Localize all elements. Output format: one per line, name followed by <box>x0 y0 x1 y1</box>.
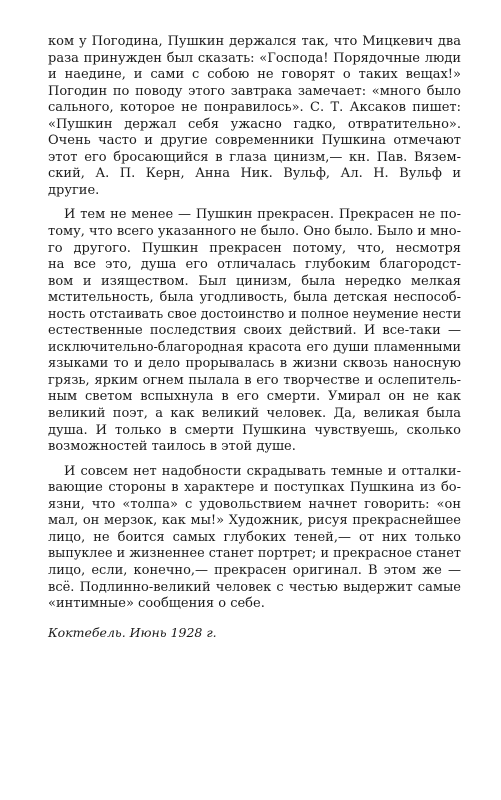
paragraph-3 <box>48 464 461 613</box>
text-line: великий поэт, а как великий человек. Да, великая была <box>48 406 461 422</box>
text-line: грязь, ярким огнем пылала в его творчестве и ослепитель- <box>48 372 461 388</box>
text-line: естественные последствия своих действий. И все-таки — <box>48 323 461 339</box>
text-line: Погодин по поводу этого завтрака замечает: «много было <box>48 83 461 99</box>
text-line: вом и изяществом. Был цинизм, была нередко мелкая <box>48 273 461 289</box>
text-line: «Пушкин держал себя ужасно гадко, отвратительно». <box>48 116 461 132</box>
text-line: и наедине, и сами с собою не говорят о таких вещах!» <box>48 67 461 83</box>
text-line: ным светом вспыхнула в его смерти. Умирал он не как <box>48 389 461 405</box>
text-line: всё. Подлинно-великий человек с честью выдержит самые <box>48 579 461 595</box>
text-line: го другого. Пушкин прекрасен потому, что, несмотря <box>48 240 461 256</box>
text-line: другие. <box>48 182 100 198</box>
text-line: возможностей таилось в этой душе. <box>48 439 296 455</box>
text-line: ком у Погодина, Пушкин держался так, что Мицкевич два <box>48 34 461 49</box>
text-line: ность отстаивать свое достоинство и полное неумение нести <box>48 306 462 322</box>
text-line: на все это, душа его отличалась глубоким благородст- <box>48 257 461 273</box>
text-line: раза принужден был сказать: «Господа! Порядочные люди <box>48 50 461 66</box>
text-line: «интимные» сообщения о себе. <box>48 596 265 612</box>
text-line: мал, он мерзок, как мы!» Художник, рисуя прекраснейшее <box>48 513 461 529</box>
text-line: Очень часто и другие современники Пушкина отмечают <box>48 133 461 149</box>
text-line: душа. И только в смерти Пушкина чувствуешь, сколько <box>48 422 461 438</box>
text-line: этот его бросающийся в глаза цинизм,— кн. Пав. Вязем- <box>48 149 461 165</box>
paragraph-gap <box>48 199 461 207</box>
text-line: языками то и дело прорывалась в жизни сквозь наносную <box>48 356 461 372</box>
text-line: ский, А. П. Керн, Анна Ник. Вульф, Ал. Н. Вульф и <box>48 166 461 182</box>
paragraph-2 <box>48 207 461 455</box>
text-line: язни, что «толпа» с удовольствием начнет говорить: «он <box>48 496 461 512</box>
page-body <box>48 34 461 641</box>
paragraph-1 <box>48 34 461 199</box>
text-line: вающие стороны в характере и поступках Пушкина из бо- <box>48 480 461 496</box>
text-line: лицо, если, конечно,— прекрасен оригинал. В этом же — <box>48 562 461 578</box>
text-line: исключительно-благородная красота его души пламенными <box>48 339 461 355</box>
text-line: И тем не менее — Пушкин прекрасен. Прекрасен не по- <box>64 207 461 223</box>
paragraph-gap <box>48 456 461 464</box>
text-line: выпуклее и жизненнее станет портрет; и прекрасное станет <box>48 546 461 562</box>
text-line: мстительность, была угодливость, была детская неспособ- <box>48 290 461 306</box>
text-line: сального, которое не понравилось». С. Т. Аксаков пишет: <box>48 100 461 116</box>
text-line: тому, что всего указанного не было. Оно было. Было и мно- <box>48 224 461 240</box>
text-line: И совсем нет надобности скрадывать темные и отталки- <box>64 463 461 479</box>
text-line: лицо, не боится самых глубоких теней,— от них только <box>48 529 461 545</box>
signature-dateline: Коктебель. Июнь 1928 г. <box>48 624 217 640</box>
